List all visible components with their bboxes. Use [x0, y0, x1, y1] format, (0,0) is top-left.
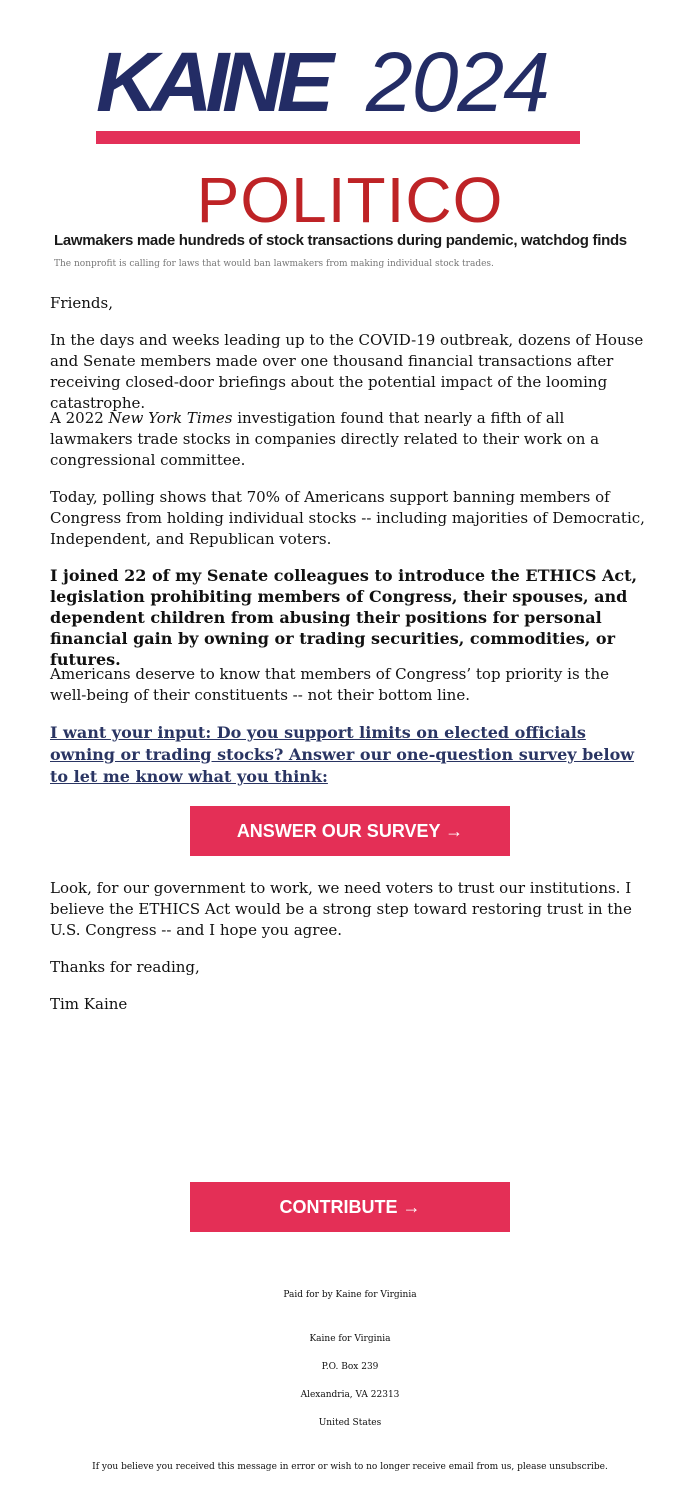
logo-year: 2024: [366, 35, 549, 129]
unsubscribe-notice[interactable]: If you believe you received this message in error or wish to no longer receive email from us, please unsubscribe.: [92, 1462, 608, 1472]
signature: Tim Kaine: [50, 995, 128, 1013]
footer-org: Kaine for Virginia: [309, 1334, 391, 1344]
paragraph-4-bold: I joined 22 of my Senate colleagues to introduce the ETHICS Act, legislation prohibiting members of Congress, their spouses, and dependent children from abusing their positions for personal financial gain by owning or trading securities, commodities, or futures.: [50, 566, 638, 669]
footer-country: United States: [318, 1418, 382, 1428]
press-subhead: The nonprofit is calling for laws that would ban lawmakers from making individual stock trades.: [54, 259, 494, 269]
greeting: Friends,: [50, 294, 113, 312]
logo-name: KAINE: [96, 35, 327, 129]
p2-pre: A 2022: [50, 409, 109, 427]
p2-nyt: New York Times: [108, 409, 233, 427]
politico-logo: POLITICO: [196, 164, 504, 236]
footer-po-box: P.O. Box 239: [321, 1362, 379, 1372]
survey-paragraph: [50, 722, 650, 788]
paragraph-2: [50, 408, 650, 471]
survey-link[interactable]: I want your input: Do you support limits on elected officials owning or trading stocks? Answer our one-question survey below to let me know what you think:: [50, 723, 635, 786]
paragraph-3: Today, polling shows that 70% of Americans support banning members of Congress from holding individual stocks -- including majorities of Democratic, Independent, and Republican voters.: [50, 488, 645, 548]
paragraph-5: Americans deserve to know that members of Congress’ top priority is the well-being of their constituents -- not their bottom line.: [50, 665, 609, 704]
paragraph-6: Look, for our government to work, we need voters to trust our institutions. I believe the ETHICS Act would be a strong step toward restoring trust in the U.S. Congress -- and I hope you agree.: [50, 879, 632, 939]
press-headline: Lawmakers made hundreds of stock transactions during pandemic, watchdog finds: [54, 232, 627, 249]
p2-post: investigation found that nearly a fifth of all lawmakers trade stocks in companies directly related to their work on a congressional committee.: [50, 409, 600, 469]
paragraph-1: In the days and weeks leading up to the COVID-19 outbreak, dozens of House and Senate members made over one thousand financial transactions after receiving closed-door briefings about the potential impact of the looming catastrophe.: [50, 331, 644, 412]
thanks-line: Thanks for reading,: [50, 958, 200, 976]
contribute-button[interactable]: CONTRIBUTE →: [190, 1182, 510, 1232]
answer-survey-button[interactable]: ANSWER OUR SURVEY →: [190, 806, 510, 856]
paid-for-disclaimer: Paid for by Kaine for Virginia: [283, 1290, 417, 1300]
logo-underline: [96, 131, 580, 144]
footer-city: Alexandria, VA 22313: [300, 1390, 400, 1400]
